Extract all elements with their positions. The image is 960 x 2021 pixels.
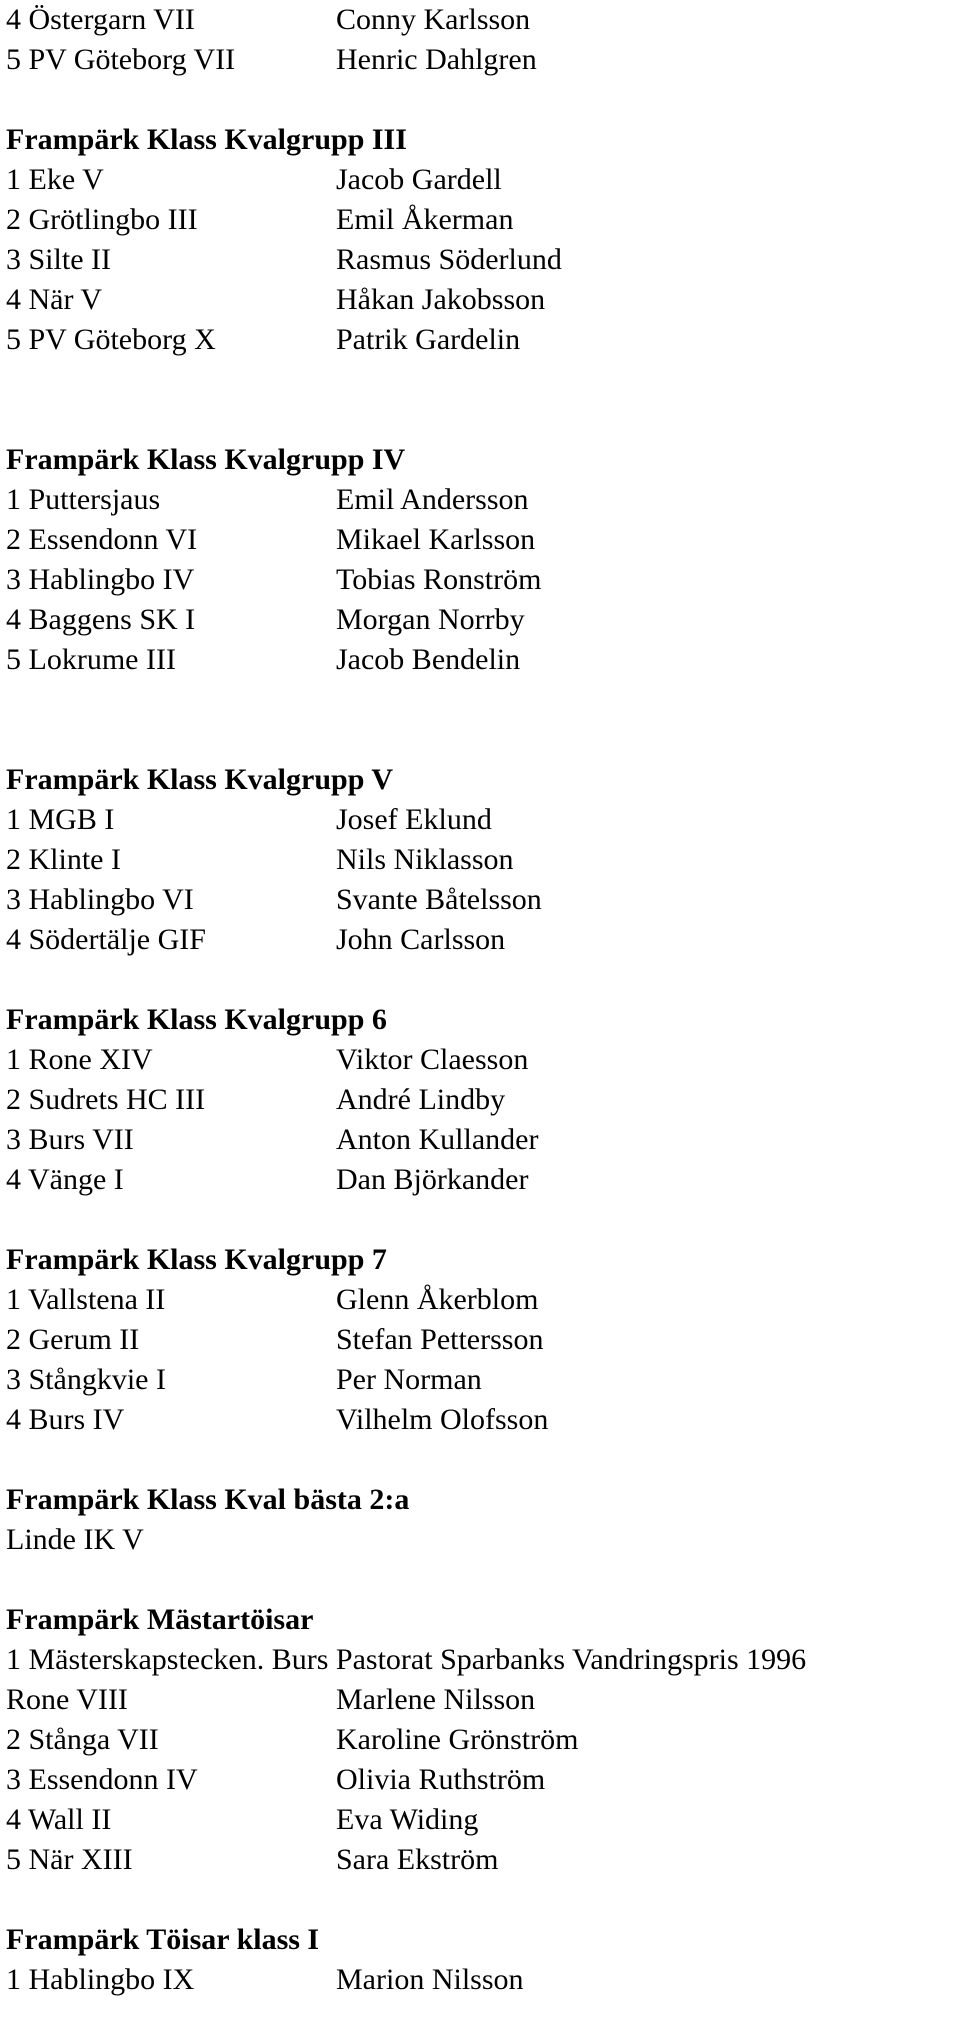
result-row bbox=[6, 840, 960, 880]
player-name: Vilhelm Olofsson bbox=[336, 1403, 549, 1436]
team-name: 4 Södertälje GIF bbox=[6, 923, 206, 956]
heading-text: Frampärk Klass Kvalgrupp III bbox=[6, 123, 407, 156]
player-name: Per Norman bbox=[336, 1363, 482, 1396]
result-row bbox=[6, 40, 960, 80]
result-row bbox=[6, 1800, 960, 1840]
team-name: 1 Puttersjaus bbox=[6, 483, 161, 516]
result-row bbox=[6, 1360, 960, 1400]
player-name: Anton Kullander bbox=[336, 1123, 539, 1156]
team-name: 4 När V bbox=[6, 283, 103, 316]
heading-text: Frampärk Klass Kvalgrupp 7 bbox=[6, 1243, 387, 1276]
team-name: 2 Stånga VII bbox=[6, 1723, 159, 1756]
player-name: Patrik Gardelin bbox=[336, 323, 521, 356]
player-name: Svante Båtelsson bbox=[336, 883, 542, 916]
player-name: Morgan Norrby bbox=[336, 603, 525, 636]
player-name: Håkan Jakobsson bbox=[336, 283, 546, 316]
player-name: Nils Niklasson bbox=[336, 843, 514, 876]
result-row bbox=[6, 1720, 960, 1760]
player-name: Jacob Gardell bbox=[336, 163, 502, 196]
result-row bbox=[6, 320, 960, 360]
section-heading bbox=[6, 440, 960, 480]
result-row bbox=[6, 1040, 960, 1080]
team-name: 5 Lokrume III bbox=[6, 643, 176, 676]
team-name: 1 Rone XIV bbox=[6, 1043, 153, 1076]
player-name: Karoline Grönström bbox=[336, 1723, 579, 1756]
player-name: Marlene Nilsson bbox=[336, 1683, 536, 1716]
player-name: Sara Ekström bbox=[336, 1843, 499, 1876]
section-heading bbox=[6, 1600, 960, 1640]
section-heading bbox=[6, 1920, 960, 1960]
team-name: 1 Eke V bbox=[6, 163, 104, 196]
team-name: 1 Vallstena II bbox=[6, 1283, 166, 1316]
result-row bbox=[6, 1320, 960, 1360]
team-name: 3 Essendonn IV bbox=[6, 1763, 198, 1796]
result-row bbox=[6, 160, 960, 200]
heading-text: Frampärk Klass Kvalgrupp V bbox=[6, 763, 393, 796]
result-row bbox=[6, 880, 960, 920]
result-row bbox=[6, 520, 960, 560]
team-name: 2 Essendonn VI bbox=[6, 523, 198, 556]
heading-text: Frampärk Mästartöisar bbox=[6, 1603, 314, 1636]
result-row bbox=[6, 1400, 960, 1440]
heading-text: Frampärk Klass Kval bästa 2:a bbox=[6, 1483, 410, 1516]
result-row bbox=[6, 920, 960, 960]
player-name: Marion Nilsson bbox=[336, 1963, 524, 1996]
result-row bbox=[6, 240, 960, 280]
player-name: Henric Dahlgren bbox=[336, 43, 537, 76]
player-name: Conny Karlsson bbox=[336, 3, 531, 36]
result-row bbox=[6, 1120, 960, 1160]
team-name: 2 Klinte I bbox=[6, 843, 121, 876]
result-row bbox=[6, 280, 960, 320]
team-name: 3 Stångkvie I bbox=[6, 1363, 166, 1396]
team-name: 1 Hablingbo IX bbox=[6, 1963, 195, 1996]
player-name: Mikael Karlsson bbox=[336, 523, 536, 556]
player-name: Stefan Pettersson bbox=[336, 1323, 544, 1356]
player-name: Viktor Claesson bbox=[336, 1043, 529, 1076]
team-name: 3 Burs VII bbox=[6, 1123, 134, 1156]
text-line bbox=[6, 1520, 960, 1560]
player-name: Glenn Åkerblom bbox=[336, 1283, 539, 1316]
result-row bbox=[6, 600, 960, 640]
result-row bbox=[6, 1760, 960, 1800]
heading-text: Frampärk Klass Kvalgrupp IV bbox=[6, 443, 406, 476]
team-name: 3 Hablingbo IV bbox=[6, 563, 195, 596]
heading-text: Frampärk Klass Kvalgrupp 6 bbox=[6, 1003, 387, 1036]
team-name: 3 Hablingbo VI bbox=[6, 883, 194, 916]
team-name: 3 Silte II bbox=[6, 243, 111, 276]
result-row bbox=[6, 1840, 960, 1880]
section-heading bbox=[6, 760, 960, 800]
result-row bbox=[6, 800, 960, 840]
team-name: 4 Wall II bbox=[6, 1803, 112, 1836]
team-name: 2 Gerum II bbox=[6, 1323, 140, 1356]
player-name: John Carlsson bbox=[336, 923, 506, 956]
team-name: 5 När XIII bbox=[6, 1843, 133, 1876]
team-name: 1 MGB I bbox=[6, 803, 115, 836]
result-row bbox=[6, 1280, 960, 1320]
result-row bbox=[6, 200, 960, 240]
result-row bbox=[6, 480, 960, 520]
result-row bbox=[6, 560, 960, 600]
result-row bbox=[6, 1680, 960, 1720]
player-name: Eva Widing bbox=[336, 1803, 479, 1836]
player-name: Jacob Bendelin bbox=[336, 643, 521, 676]
player-name: André Lindby bbox=[336, 1083, 506, 1116]
player-name: Emil Åkerman bbox=[336, 203, 514, 236]
result-row bbox=[6, 1160, 960, 1200]
section-heading bbox=[6, 1240, 960, 1280]
team-name: 4 Baggens SK I bbox=[6, 603, 196, 636]
section-heading bbox=[6, 1480, 960, 1520]
result-row bbox=[6, 1080, 960, 1120]
team-name: 2 Sudrets HC III bbox=[6, 1083, 206, 1116]
line-text: 1 Mästerskapstecken. Burs Pastorat Sparbanks Vandringspris 1996 bbox=[6, 1643, 807, 1676]
team-name: 2 Grötlingbo III bbox=[6, 203, 198, 236]
player-name: Dan Björkander bbox=[336, 1163, 529, 1196]
team-name: 5 PV Göteborg X bbox=[6, 323, 216, 356]
result-row bbox=[6, 0, 960, 40]
team-name: 4 Östergarn VII bbox=[6, 3, 195, 36]
text-line bbox=[6, 1640, 960, 1680]
result-row bbox=[6, 640, 960, 680]
heading-text: Frampärk Töisar klass I bbox=[6, 1923, 320, 1956]
line-text: Linde IK V bbox=[6, 1523, 144, 1556]
section-heading bbox=[6, 1000, 960, 1040]
player-name: Josef Eklund bbox=[336, 803, 492, 836]
player-name: Olivia Ruthström bbox=[336, 1763, 546, 1796]
team-name: 4 Vänge I bbox=[6, 1163, 124, 1196]
result-row bbox=[6, 1960, 960, 2000]
player-name: Tobias Ronström bbox=[336, 563, 542, 596]
section-heading bbox=[6, 120, 960, 160]
player-name: Emil Andersson bbox=[336, 483, 529, 516]
team-name: Rone VIII bbox=[6, 1683, 128, 1716]
team-name: 5 PV Göteborg VII bbox=[6, 43, 236, 76]
team-name: 4 Burs IV bbox=[6, 1403, 125, 1436]
player-name: Rasmus Söderlund bbox=[336, 243, 562, 276]
